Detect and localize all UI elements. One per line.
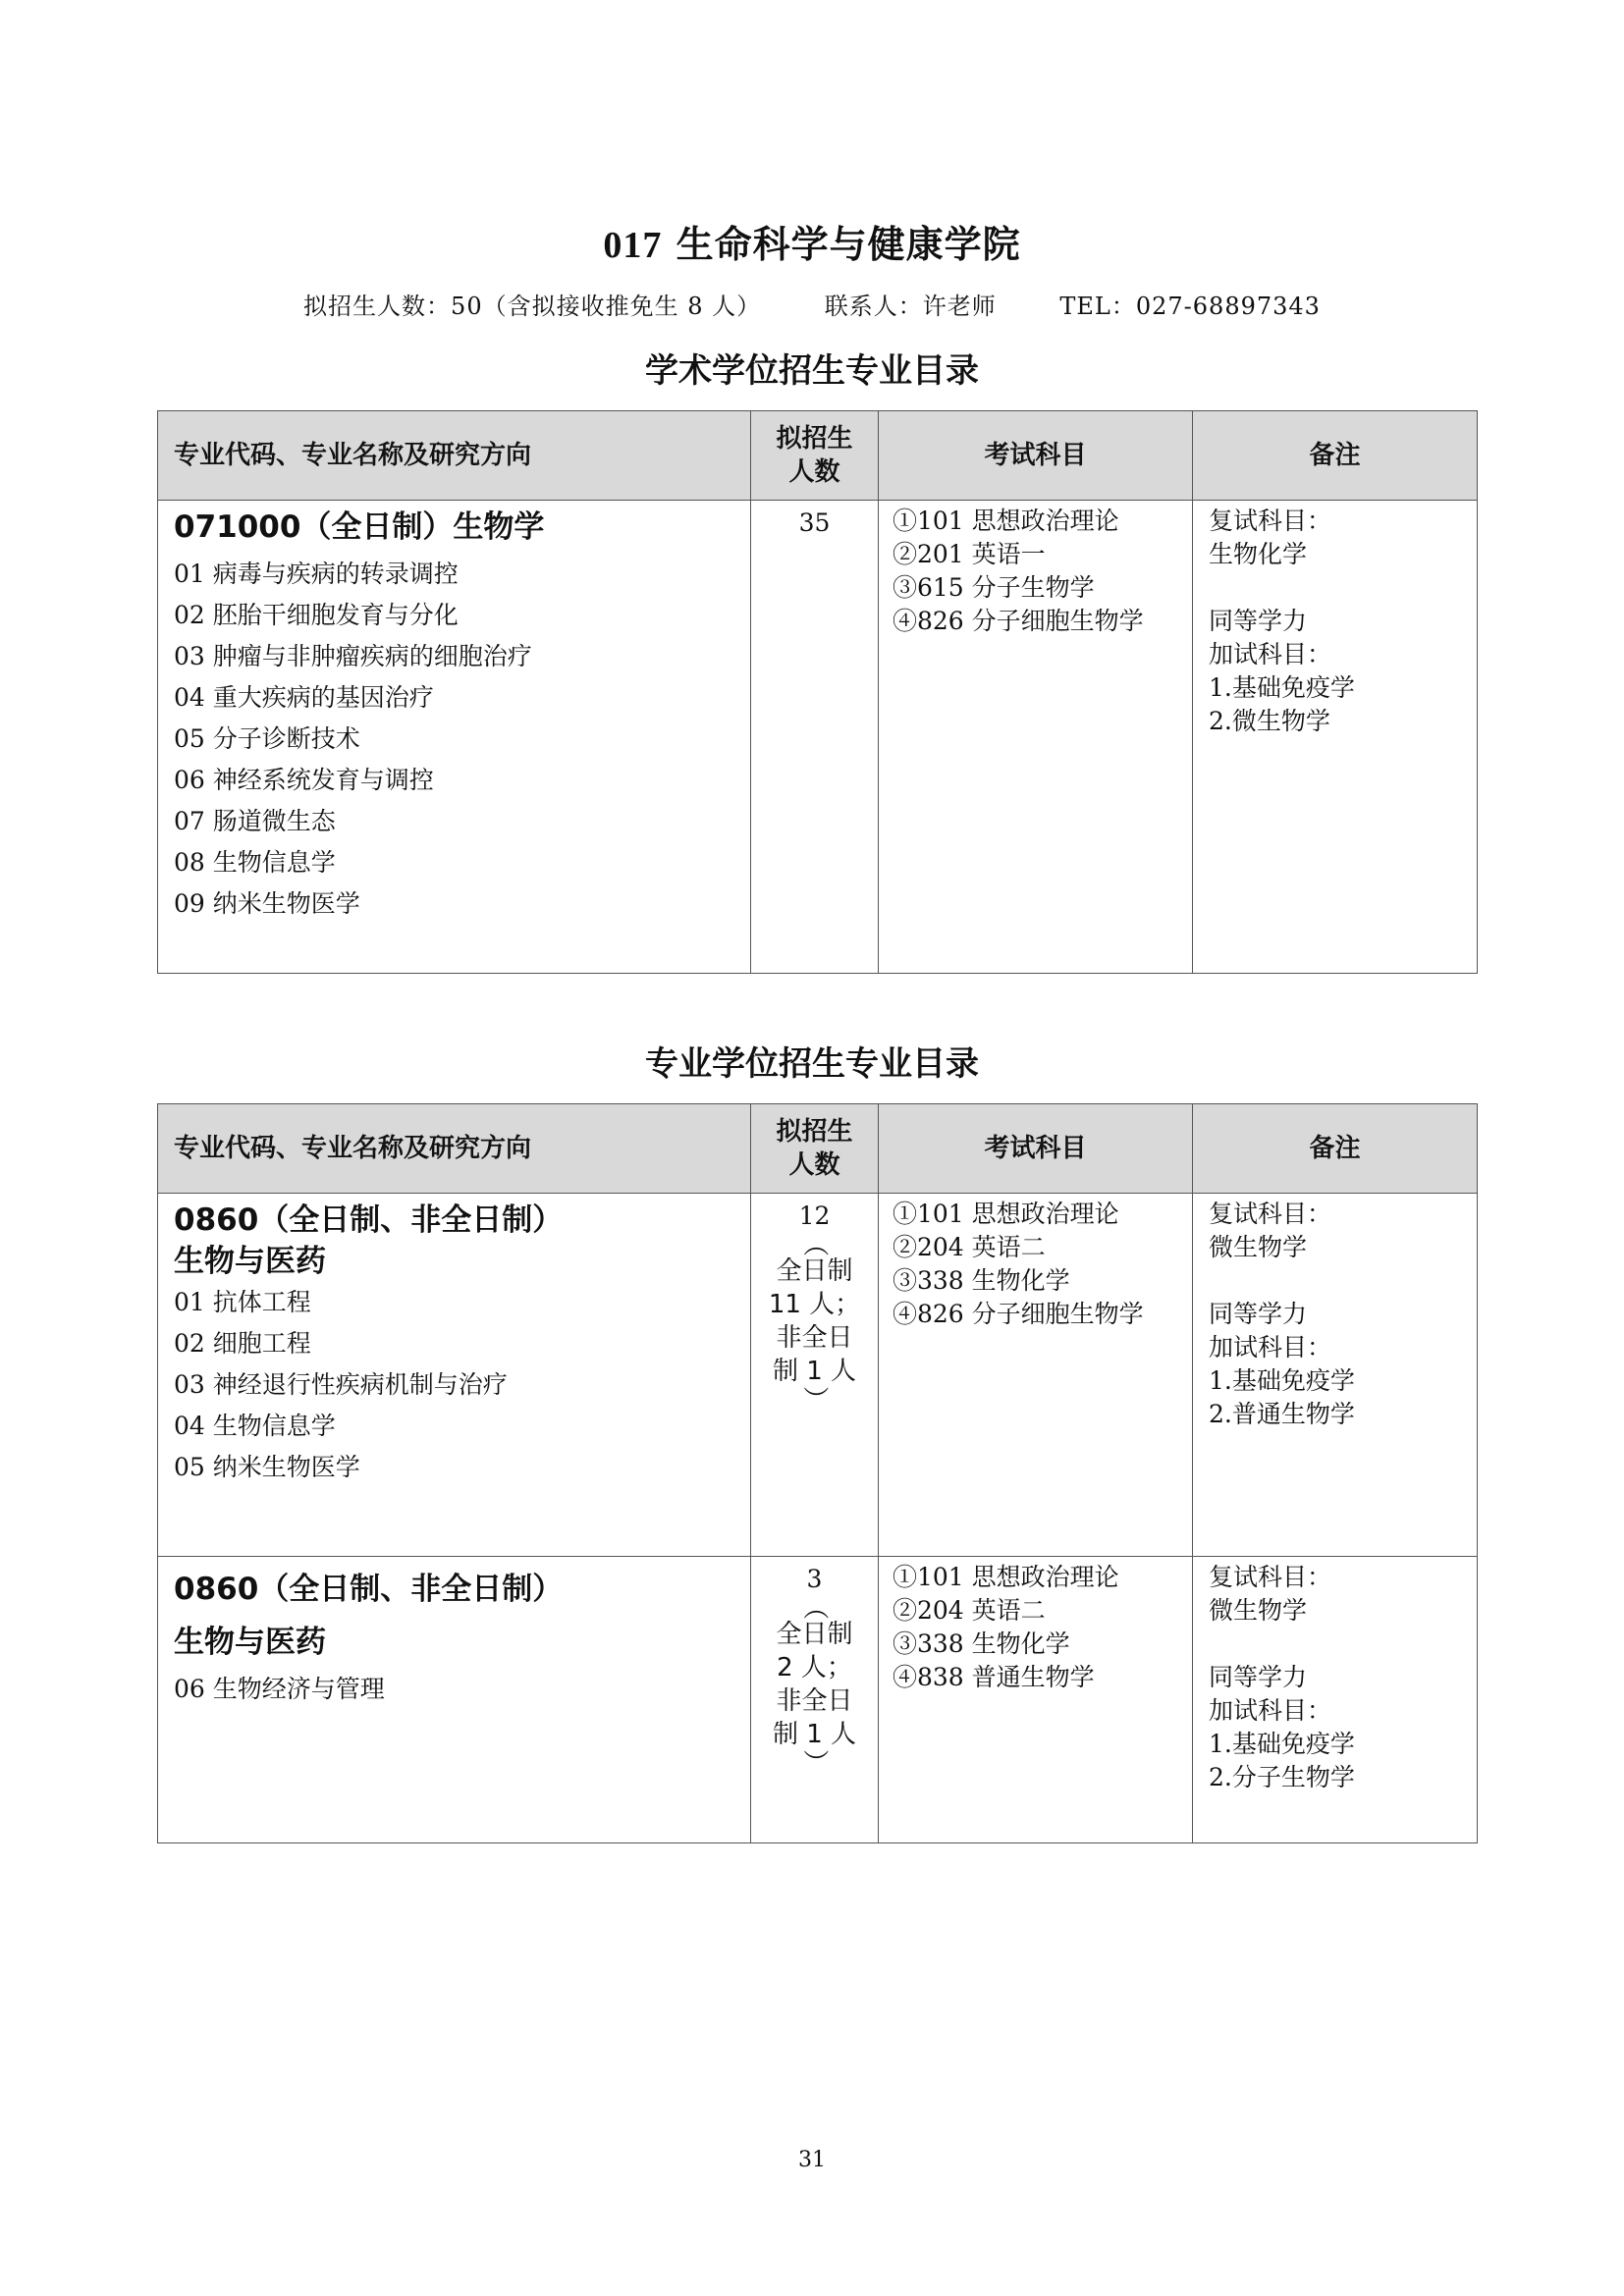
exam-subject: ①101 思想政治理论 (893, 1200, 1119, 1228)
quota-line: 非全日 (776, 1686, 853, 1716)
professional-table (157, 1103, 1478, 1843)
extra-label: 加试科目： (1209, 1696, 1332, 1725)
major-cell (158, 1557, 751, 1843)
retest-subject: 微生物学 (1209, 1233, 1308, 1261)
count-cell (751, 1194, 879, 1557)
academic-section-title: 学术学位招生专业目录 (645, 351, 979, 391)
exam-subject: ①101 思想政治理论 (893, 507, 1119, 535)
exam-cell (879, 501, 1193, 974)
list-item: 07 肠道微生态 (174, 807, 336, 835)
academic-table (157, 410, 1478, 974)
note-cell (1193, 1557, 1478, 1843)
major-name: 生物与医药 (174, 1625, 326, 1660)
exam-subject: ②204 英语二 (893, 1233, 1046, 1261)
list-item: 04 生物信息学 (174, 1412, 336, 1440)
quota-line: 11 人； (768, 1290, 861, 1319)
table-row (158, 1194, 1478, 1557)
note-cell (1193, 1194, 1478, 1557)
extra-label: 加试科目： (1209, 640, 1332, 668)
list-item: 01 抗体工程 (174, 1288, 311, 1316)
enrollment-count: 35 (798, 508, 831, 537)
major-cell (158, 1194, 751, 1557)
equiv-label: 同等学力 (1209, 607, 1308, 635)
major-name: 生物与医药 (174, 1244, 326, 1279)
quota-line: 制 1 人 (772, 1357, 857, 1386)
extra-subject: 2.分子生物学 (1209, 1763, 1355, 1791)
note-cell (1193, 501, 1478, 974)
retest-label: 复试科目： (1209, 1563, 1332, 1591)
list-item: 06 生物经济与管理 (174, 1675, 385, 1703)
exam-subject: ④826 分子细胞生物学 (893, 607, 1144, 635)
enrollment-count: 12 (798, 1201, 831, 1230)
equiv-label: 同等学力 (1209, 1300, 1308, 1328)
list-item: 02 胚胎干细胞发育与分化 (174, 601, 459, 629)
quota-line: 非全日 (776, 1323, 853, 1353)
list-item: 01 病毒与疾病的转录调控 (174, 560, 459, 588)
header-count: 拟招生 人数 (751, 1104, 879, 1194)
exam-subject: ②201 英语一 (893, 540, 1046, 568)
professional-table-header (158, 1104, 1478, 1194)
retest-label: 复试科目： (1209, 1200, 1332, 1228)
table-row (158, 1557, 1478, 1843)
enrollment-text: 拟招生人数：50（含拟接收推免生 8 人） (303, 293, 762, 320)
quota-close-paren: ） (799, 1748, 830, 1775)
list-item: 06 神经系统发育与调控 (174, 766, 434, 794)
exam-subject: ④826 分子细胞生物学 (893, 1300, 1144, 1328)
retest-subject: 生物化学 (1209, 540, 1308, 568)
quota-open-paren: （ (799, 1593, 830, 1620)
quota-line: 全日制 (776, 1620, 853, 1649)
count-cell (751, 1557, 879, 1843)
enrollment-count: 3 (806, 1565, 823, 1593)
exam-subject: ③615 分子生物学 (893, 573, 1095, 602)
exam-subject: ④838 普通生物学 (893, 1663, 1095, 1691)
list-item: 05 纳米生物医学 (174, 1453, 360, 1481)
contact-tel: TEL：027-68897343 (1059, 293, 1321, 320)
extra-subject: 1.基础免疫学 (1209, 673, 1355, 702)
table-row (158, 501, 1478, 974)
list-item: 03 神经退行性疾病机制与治疗 (174, 1370, 508, 1399)
quota-close-paren: ） (799, 1385, 830, 1412)
major-code-line: 0860（全日制、非全日制） (174, 1572, 564, 1607)
college-name: 生命科学与健康学院 (676, 223, 1021, 266)
contact-line (0, 287, 1624, 321)
count-cell (751, 501, 879, 974)
page-number: 31 (798, 2148, 826, 2172)
retest-subject: 微生物学 (1209, 1596, 1308, 1625)
header-exams: 考试科目 (879, 1104, 1193, 1194)
equiv-label: 同等学力 (1209, 1663, 1308, 1691)
exam-subject: ③338 生物化学 (893, 1266, 1070, 1295)
college-code: 017 (603, 225, 663, 266)
direction-list (174, 1282, 740, 1488)
list-item: 05 分子诊断技术 (174, 724, 360, 753)
quota-line: 全日制 (776, 1256, 853, 1286)
direction-list (174, 554, 740, 925)
list-item: 04 重大疾病的基因治疗 (174, 683, 434, 712)
extra-subject: 2.普通生物学 (1209, 1400, 1355, 1428)
exam-cell (879, 1194, 1193, 1557)
exam-subject: ②204 英语二 (893, 1596, 1046, 1625)
exam-subject: ③338 生物化学 (893, 1629, 1070, 1658)
header-major: 专业代码、专业名称及研究方向 (158, 1104, 751, 1194)
list-item: 08 生物信息学 (174, 848, 336, 877)
list-item: 02 细胞工程 (174, 1329, 311, 1358)
header-count: 拟招生 人数 (751, 411, 879, 501)
extra-subject: 2.微生物学 (1209, 707, 1330, 735)
header-major: 专业代码、专业名称及研究方向 (158, 411, 751, 501)
professional-section-title: 专业学位招生专业目录 (645, 1044, 979, 1084)
quota-open-paren: （ (799, 1230, 830, 1256)
contact-person: 联系人：许老师 (824, 293, 997, 320)
header-exams: 考试科目 (879, 411, 1193, 501)
extra-subject: 1.基础免疫学 (1209, 1366, 1355, 1395)
list-item: 03 肿瘤与非肿瘤疾病的细胞治疗 (174, 642, 532, 670)
header-notes: 备注 (1193, 1104, 1478, 1194)
retest-label: 复试科目： (1209, 507, 1332, 535)
exam-subject: ①101 思想政治理论 (893, 1563, 1119, 1591)
major-cell (158, 501, 751, 974)
major-code-line: 0860（全日制、非全日制） (174, 1202, 564, 1238)
quota-line: 2 人； (777, 1653, 852, 1682)
quota-line: 制 1 人 (772, 1720, 857, 1749)
exam-cell (879, 1557, 1193, 1843)
page-title (0, 214, 1624, 268)
list-item: 09 纳米生物医学 (174, 889, 360, 918)
header-notes: 备注 (1193, 411, 1478, 501)
academic-table-header (158, 411, 1478, 501)
extra-subject: 1.基础免疫学 (1209, 1730, 1355, 1758)
major-name: 071000（全日制）生物学 (174, 509, 545, 545)
direction-list (174, 1669, 740, 1710)
extra-label: 加试科目： (1209, 1333, 1332, 1362)
